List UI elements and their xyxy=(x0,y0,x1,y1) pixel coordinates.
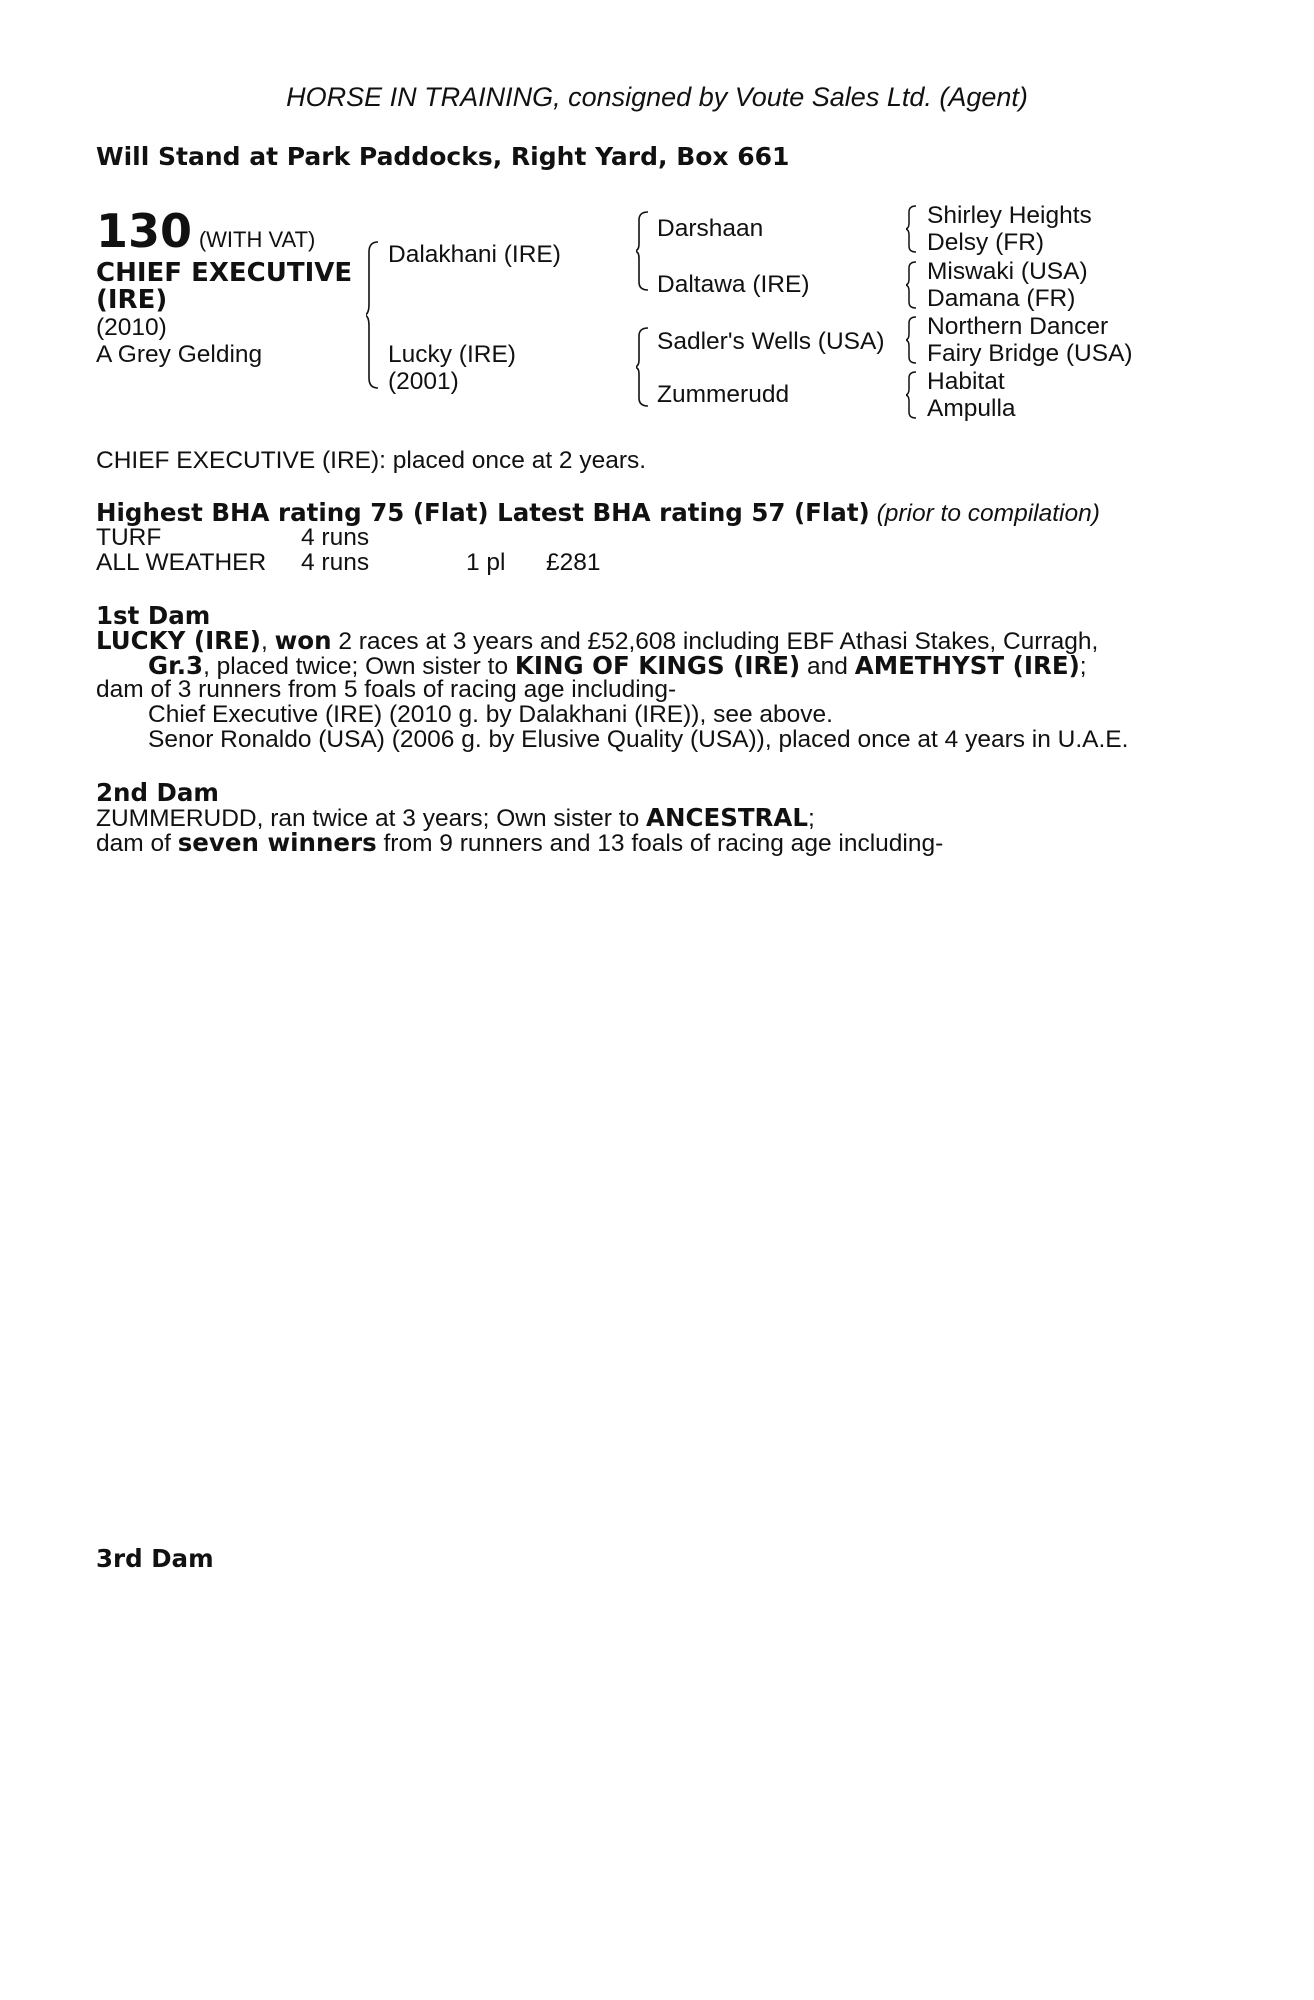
rating-text: Highest BHA rating 75 (Flat) Latest BHA rating 57 (Flat) xyxy=(96,498,870,527)
dam-dam: Zummerudd xyxy=(657,381,790,408)
second-dam-winners: seven winners xyxy=(177,828,377,857)
runs-row-turf xyxy=(96,524,161,552)
first-dam-heading: 1st Dam xyxy=(96,601,211,630)
second-dam-semicolon: ; xyxy=(808,805,815,832)
second-dam-text1: ZUMMERUDD, ran twice at 3 years; Own sister to xyxy=(96,805,647,832)
gg-8: Ampulla xyxy=(927,395,1016,422)
runs-surface: TURF xyxy=(96,524,162,551)
first-dam-text1: 2 races at 3 years and £52,608 including EBF Athasi Stakes, Curragh, xyxy=(331,628,1099,655)
first-dam-won: won xyxy=(274,626,332,655)
pedigree-brace-1 xyxy=(366,240,380,390)
sire: Dalakhani (IRE) xyxy=(388,241,561,268)
second-dam-text3: from 9 runners and 13 foals of racing age including- xyxy=(376,830,944,857)
first-dam-grade: Gr.3 xyxy=(148,651,204,680)
gg-2: Delsy (FR) xyxy=(927,229,1045,256)
pedigree-brace-5 xyxy=(906,260,918,310)
gg-6: Fairy Bridge (USA) xyxy=(927,340,1133,367)
dam: Lucky (IRE) xyxy=(388,341,516,368)
first-dam-name: LUCKY (IRE) xyxy=(96,626,261,655)
pedigree-brace-6 xyxy=(906,315,918,365)
runs-surface: ALL WEATHER xyxy=(96,549,267,576)
lot-number: 130 xyxy=(96,204,193,258)
race-summary: CHIEF EXECUTIVE (IRE): placed once at 2 years. xyxy=(96,447,647,474)
first-dam-sibling1: KING OF KINGS (IRE) xyxy=(514,651,801,680)
pedigree-brace-4 xyxy=(906,204,918,254)
dam-sire: Sadler's Wells (USA) xyxy=(657,328,885,355)
dam-year: (2001) xyxy=(388,368,459,395)
foaling-year: (2010) xyxy=(96,314,167,341)
sire-sire: Darshaan xyxy=(657,215,764,242)
first-dam-and: and xyxy=(800,653,855,680)
page-header: HORSE IN TRAINING, consigned by Voute Sales Ltd. (Agent) xyxy=(286,82,1028,112)
gg-4: Damana (FR) xyxy=(927,285,1076,312)
first-dam-progeny1: Chief Executive (IRE) (2010 g. by Dalakhani (IRE)), see above. xyxy=(148,701,833,728)
first-dam-sibling2: AMETHYST (IRE) xyxy=(854,651,1080,680)
second-dam-text2: dam of xyxy=(96,830,178,857)
gg-5: Northern Dancer xyxy=(927,313,1109,340)
runs-count-turf: 4 runs xyxy=(301,524,370,551)
rating-line xyxy=(96,498,1100,528)
gg-3: Miswaki (USA) xyxy=(927,258,1088,285)
third-dam-heading: 3rd Dam xyxy=(96,1544,214,1573)
second-dam-heading: 2nd Dam xyxy=(96,778,219,807)
first-dam-text2: , placed twice; Own sister to xyxy=(203,653,515,680)
horse-name-line1: CHIEF EXECUTIVE xyxy=(96,258,353,288)
horse-name-line2: (IRE) xyxy=(96,285,168,315)
gg-7: Habitat xyxy=(927,368,1005,395)
horse-description: A Grey Gelding xyxy=(96,341,263,368)
runs-row-aw xyxy=(96,549,266,577)
lot-line xyxy=(96,204,315,258)
pedigree-brace-3 xyxy=(636,326,650,408)
second-dam-line2 xyxy=(96,828,943,858)
vat-label: (WITH VAT) xyxy=(198,227,316,252)
sire-dam: Daltawa (IRE) xyxy=(657,271,810,298)
first-dam-progeny2: Senor Ronaldo (USA) (2006 g. by Elusive Quality (USA)), placed once at 4 years in U.A.E. xyxy=(148,726,1129,753)
second-dam-sibling: ANCESTRAL xyxy=(646,803,808,832)
stand-location: Will Stand at Park Paddocks, Right Yard, Box 661 xyxy=(96,142,790,171)
first-dam-semicolon: ; xyxy=(1079,653,1087,680)
first-dam-line1: LUCKY (IRE), won 2 races at 3 years and £52,608 including EBF Athasi Stakes, Curragh, xyxy=(96,626,1099,655)
runs-count-aw: 4 runs xyxy=(301,549,370,576)
runs-earnings-aw: £281 xyxy=(546,549,601,576)
gg-1: Shirley Heights xyxy=(927,202,1092,229)
pedigree-brace-7 xyxy=(906,370,918,420)
rating-note: (prior to compilation) xyxy=(876,500,1100,527)
first-dam-produce: dam of 3 runners from 5 foals of racing age including- xyxy=(96,676,677,703)
runs-placed-aw: 1 pl xyxy=(466,549,506,576)
pedigree-brace-2 xyxy=(636,210,650,292)
